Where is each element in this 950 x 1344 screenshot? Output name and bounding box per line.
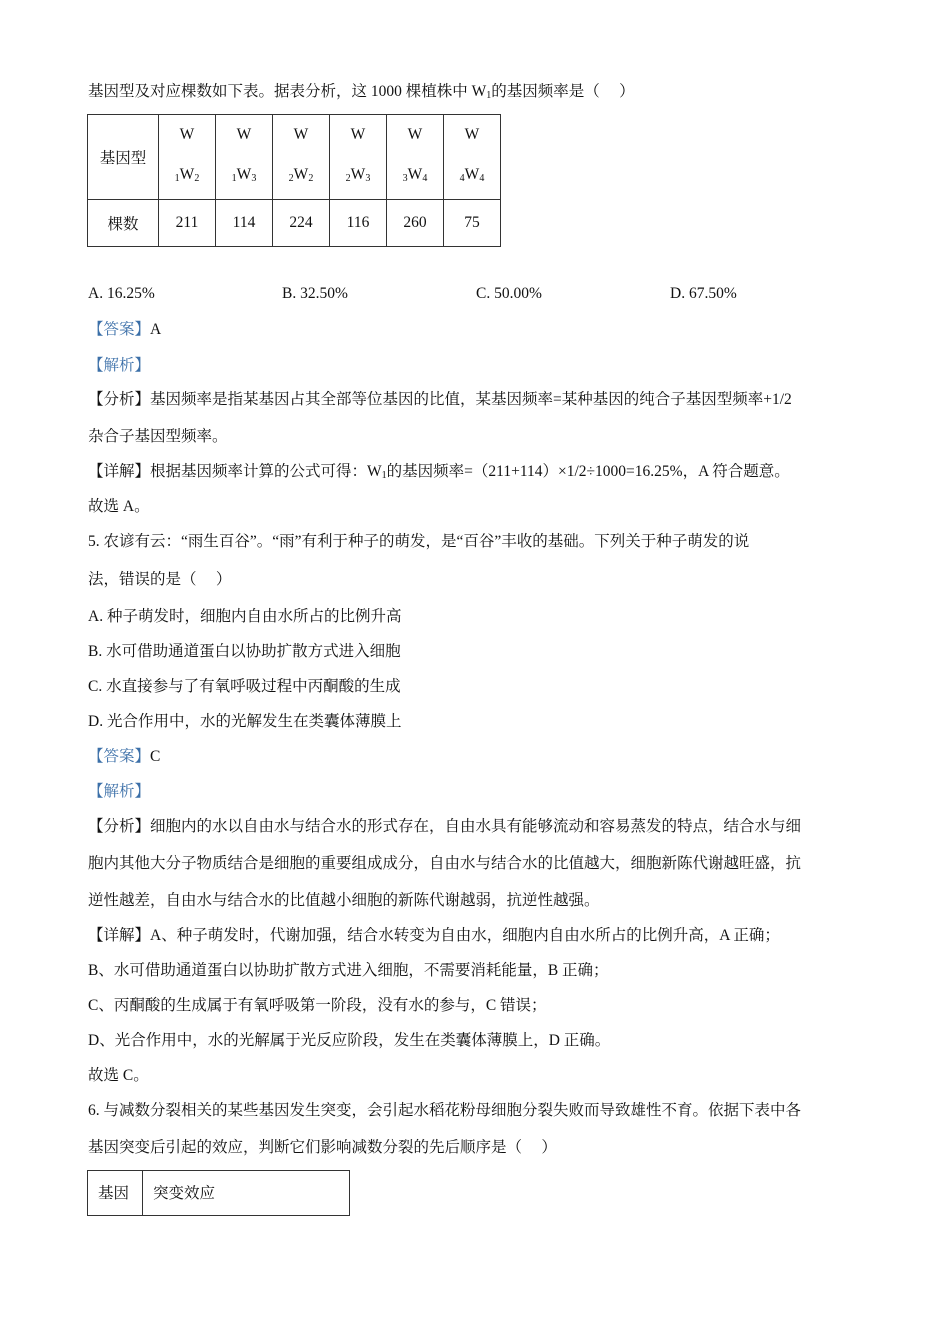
xiangjie-text: A、种子萌发时，代谢加强，结合水转变为自由水，细胞内自由水所占的比例升高，A 正确； — [150, 927, 780, 944]
genotype-post: 3 — [251, 173, 257, 184]
q4-option-d: D. 67.50% — [670, 285, 737, 302]
q4-stem — [88, 82, 635, 106]
genotype-main: W — [179, 166, 195, 183]
q4-fenxi-line2: 杂合子基因型频率。 — [88, 428, 228, 445]
q5-option-c: C. 水直接参与了有氧呼吸过程中丙酮酸的生成 — [88, 678, 401, 695]
q4-option-b: B. 32.50% — [282, 285, 348, 302]
count-header: 棵数 — [88, 200, 159, 247]
fenxi-label: 【分析】 — [88, 391, 151, 408]
genotype-post: 2 — [194, 173, 200, 184]
q4-xiangjie — [88, 462, 790, 486]
genotype-cell — [273, 115, 330, 200]
q5-analysis-label: 【解析】 — [88, 783, 151, 800]
q5-conclusion: 故选 C。 — [88, 1067, 149, 1084]
genotype-table — [87, 114, 501, 247]
answer-label: 【答案】 — [88, 748, 151, 765]
answer-label: 【答案】 — [88, 321, 151, 338]
xiangjie-prefix: 根据基因频率计算的公式可得：W — [150, 463, 382, 480]
count-cell: 114 — [216, 200, 273, 247]
genotype-cell — [444, 115, 501, 200]
q4-fenxi — [88, 390, 792, 410]
count-row — [88, 200, 501, 247]
count-cell: 116 — [330, 200, 387, 247]
q5-fenxi-line3: 逆性越差，自由水与结合水的比值越小细胞的新陈代谢越弱，抗逆性越强。 — [88, 892, 600, 909]
xiangjie-label: 【详解】 — [88, 927, 151, 944]
q4-option-c: C. 50.00% — [476, 285, 542, 302]
q5-fenxi-line2: 胞内其他大分子物质结合是细胞的重要组成成分，自由水与结合水的比值越大，细胞新陈代谢越旺盛，抗 — [88, 855, 802, 872]
genotype-cell — [330, 115, 387, 200]
q5-option-b: B. 水可借助通道蛋白以协助扩散方式进入细胞 — [88, 643, 401, 660]
genotype-pre: 1 — [231, 173, 237, 184]
genotype-main: W — [293, 166, 309, 183]
genotype-cell — [159, 115, 216, 200]
genotype-cell — [216, 115, 273, 200]
mutation-table-header — [88, 1171, 350, 1216]
q5-xiangjie-line4: D、光合作用中，水的光解属于光反应阶段，发生在类囊体薄膜上，D 正确。 — [88, 1032, 611, 1049]
answer-value: C — [150, 748, 161, 765]
genotype-pre: 3 — [402, 173, 408, 184]
mutation-table — [87, 1170, 350, 1216]
mutation-col-effect: 突变效应 — [143, 1171, 350, 1216]
genotype-post: 4 — [479, 173, 485, 184]
q4-stem-subscript: 1 — [486, 90, 492, 101]
q5-xiangjie-line3: C、丙酮酸的生成属于有氧呼吸第一阶段，没有水的参与，C 错误； — [88, 997, 547, 1014]
genotype-row — [88, 115, 501, 200]
q4-conclusion: 故选 A。 — [88, 498, 150, 515]
q4-answer — [88, 320, 161, 340]
q5-stem-line1: 5. 农谚有云：“雨生百谷”。“雨”有利于种子的萌发，是“百谷”丰收的基础。下列关于种子萌发的说 — [88, 533, 750, 550]
xiangjie-suffix: 的基因频率=（211+114）×1/2÷1000=16.25%，A 符合题意。 — [386, 463, 790, 480]
fenxi-text: 细胞内的水以自由水与结合水的形式存在，自由水具有能够流动和容易蒸发的特点，结合水与细 — [150, 818, 802, 835]
xiangjie-label: 【详解】 — [88, 463, 151, 480]
q5-xiangjie — [88, 926, 780, 946]
q5-stem-line2: 法，错误的是（ ） — [88, 571, 232, 588]
xiangjie-subscript: 1 — [381, 470, 387, 481]
count-cell: 260 — [387, 200, 444, 247]
genotype-pre: 4 — [459, 173, 465, 184]
genotype-pre: 2 — [288, 173, 294, 184]
q6-stem-line1: 6. 与减数分裂相关的某些基因发生突变，会引起水稻花粉母细胞分裂失败而导致雄性不育。依据下表中各 — [88, 1102, 802, 1119]
genotype-top: W — [464, 126, 480, 143]
mutation-col-gene: 基因 — [88, 1171, 143, 1216]
genotype-post: 2 — [308, 173, 314, 184]
count-cell: 75 — [444, 200, 501, 247]
answer-value: A — [150, 321, 162, 338]
genotype-main: W — [236, 166, 252, 183]
q4-stem-prefix: 基因型及对应棵数如下表。据表分析，这 1000 棵植株中 W — [88, 83, 487, 100]
q5-answer — [88, 747, 160, 767]
genotype-pre: 1 — [174, 173, 180, 184]
genotype-top: W — [179, 126, 195, 143]
q5-option-a: A. 种子萌发时，细胞内自由水所占的比例升高 — [88, 608, 402, 625]
count-cell: 224 — [273, 200, 330, 247]
genotype-pre: 2 — [345, 173, 351, 184]
q6-stem-line2: 基因突变后引起的效应，判断它们影响减数分裂的先后顺序是（ ） — [88, 1139, 557, 1156]
q4-analysis-label: 【解析】 — [88, 357, 151, 374]
q5-option-d: D. 光合作用中，水的光解发生在类囊体薄膜上 — [88, 713, 402, 730]
q4-stem-suffix: 的基因频率是（ ） — [491, 83, 635, 100]
genotype-cell — [387, 115, 444, 200]
fenxi-label: 【分析】 — [88, 818, 151, 835]
q5-xiangjie-line2: B、水可借助通道蛋白以协助扩散方式进入细胞，不需要消耗能量，B 正确； — [88, 962, 609, 979]
genotype-header: 基因型 — [88, 115, 159, 200]
genotype-post: 3 — [365, 173, 371, 184]
genotype-top: W — [236, 126, 252, 143]
q5-fenxi — [88, 817, 801, 837]
genotype-top: W — [350, 126, 366, 143]
genotype-main: W — [407, 166, 423, 183]
genotype-main: W — [464, 166, 480, 183]
genotype-top: W — [293, 126, 309, 143]
count-cell: 211 — [159, 200, 216, 247]
genotype-main: W — [350, 166, 366, 183]
genotype-top: W — [407, 126, 423, 143]
genotype-post: 4 — [422, 173, 428, 184]
q4-option-a: A. 16.25% — [88, 285, 155, 302]
fenxi-text: 基因频率是指某基因占其全部等位基因的比值，某基因频率=某种基因的纯合子基因型频率+1/2 — [150, 391, 792, 408]
